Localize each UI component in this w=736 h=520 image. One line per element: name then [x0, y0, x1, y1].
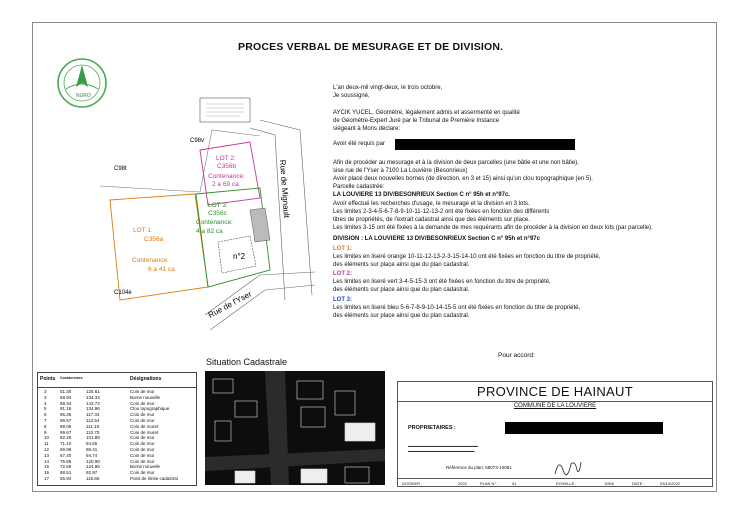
cell-coord-x: 55.94 [60, 476, 72, 481]
footer-date-value: 03/10/2022 [660, 481, 681, 486]
lot2-line-2: des éléments sur place ainsi que du plan cadastral. [333, 287, 470, 293]
plan-lot1-cont: Contenance: [132, 257, 169, 264]
cell-coord-y: 143.73 [86, 400, 100, 406]
footer-dossier-label: DOSSIER : [402, 481, 423, 486]
plan-lot1-area: 6 a 41 ca [148, 266, 175, 273]
cell-coord-x: 91.16 [60, 406, 72, 412]
cell-coord-x: 98.57 [60, 418, 72, 423]
request-label: Avoir été requis par [333, 141, 385, 147]
cadastral-map [205, 371, 385, 485]
plan-lot3-parcel: C356c [208, 210, 227, 217]
cell-coord-x: 69.99 [60, 447, 72, 452]
geometer-line-3: siégeant à Mons déclare: [333, 126, 401, 132]
plan-c98v: C98v [190, 138, 205, 144]
cell-point-number: 7 [44, 418, 47, 423]
cell-designation: Coin de mur [130, 418, 155, 423]
cell-point-number: 3 [44, 394, 47, 400]
plan-lot2-parcel: C356b [217, 163, 237, 170]
cell-point-number: 5 [44, 406, 47, 412]
cell-coord-x: 68.51 [60, 470, 72, 476]
plan-lot3-cont: Contenance: [196, 219, 233, 226]
cell-designation: Coin de muret [130, 429, 159, 435]
title-block [397, 381, 713, 487]
cell-point-number: 16 [44, 470, 50, 476]
surveyor-stamp-text-icon: ▬▬▬▬▬▬▬▬▬▬▬▬▬▬▬▬▬▬▬▬ [408, 444, 478, 448]
plan-lot3-area: 4 a 82 ca [196, 228, 223, 235]
footer-plan-label: PLAN N° : [480, 481, 499, 486]
document-title: PROCES VERBAL DE MESURAGE ET DE DIVISION. [238, 41, 504, 53]
cell-coord-y: 125.61 [86, 389, 100, 394]
cell-coord-y: 116.65 [86, 476, 100, 481]
seal-text: NURO [76, 93, 91, 99]
cell-coord-y: 96.41 [86, 447, 98, 452]
cell-designation: Coin de mur [130, 412, 155, 418]
lot3-line-1: Les limites en liseré bleu 5-6-7-8-9-10-14-15-5 ont été fixées en fonction du titre de propriété, [333, 305, 581, 311]
lot2-line-1: Les limites en liseré vert 3-4-5-15-3 ont été fixées en fonction du titre de propriété, [333, 279, 551, 285]
cell-coord-x: 82.26 [60, 435, 72, 441]
for-agreement: Pour accord: [498, 352, 535, 359]
cell-designation: Coin de mur [130, 452, 155, 458]
cell-coord-y: 101.89 [86, 435, 100, 441]
lot1-line-2: des éléments sur place ainsi que du plan cadastral. [333, 262, 470, 268]
cell-coord-x: 76.85 [60, 458, 72, 464]
cell-designation: Coin de mur [130, 458, 155, 464]
body-line-2: sise rue de l'Yser à 7100 La Louvière (Besonrieux) [333, 168, 468, 174]
cell-point-number: 11 [44, 441, 49, 447]
cell-coord-x: 72.59 [60, 464, 72, 470]
title-block-footer [398, 478, 712, 488]
table-header-coords: Coordonnées [60, 376, 83, 380]
cell-point-number: 9 [44, 429, 47, 435]
table-header-designation: Désignations [130, 376, 162, 382]
plan-reference: Référence du plan: 58073-10081 [446, 465, 512, 470]
cell-coord-y: 92.97 [86, 470, 98, 476]
cell-point-number: 2 [44, 389, 47, 394]
plan-lot3-name: LOT 3: [208, 202, 228, 209]
cell-coord-y: 120.98 [86, 458, 100, 464]
cell-designation: Coin de mur [130, 447, 155, 452]
cell-coord-y: 117.34 [86, 412, 100, 418]
cell-point-number: 17 [44, 476, 50, 481]
lot2-label: LOT 2: [333, 271, 352, 277]
cell-coord-x: 99.67 [60, 429, 72, 435]
cell-coord-x: 88.34 [60, 400, 72, 406]
body-line-1: Afin de procéder au mesurage et à la division de deux parcelles (une bâtie et une non bâtie), [333, 160, 579, 166]
plan-lot2-name: LOT 2: [216, 155, 236, 162]
signature-icon [553, 456, 583, 478]
parcel-line-1: Avoir effectué les recherches d'usage, le mesurage et la division en 3 lots. [333, 201, 530, 207]
plan-c98t: C98t [114, 166, 127, 172]
body-line-3: Avoir placé deux nouvelles bornes (de direction, en 3 et 15) ainsi qu'un clou topographique (en 5). [333, 176, 593, 182]
cell-coord-y: 134.33 [86, 394, 100, 400]
parcel-heading: LA LOUVIERE 13 DIV/BESONRIEUX Section C n° 95h et n°97c. [333, 192, 510, 198]
coordinates-table [37, 372, 197, 486]
cell-designation: Borne nouvelle [130, 394, 161, 400]
intro-line-1: L'an deux-mil vingt-deux, le trois octobre, [333, 85, 443, 91]
cell-point-number: 4 [44, 400, 47, 406]
cell-point-number: 6 [44, 412, 47, 418]
cell-coord-y: 94.74 [86, 452, 98, 458]
plan-house-number: n°2 [233, 252, 246, 261]
cell-coord-x: 99.05 [60, 423, 72, 429]
footer-date-label: DATE : [632, 481, 645, 486]
lot3-label: LOT 3: [333, 297, 352, 303]
province-name: PROVINCE DE HAINAUT [398, 382, 712, 402]
plan-c104e: C104e [114, 290, 132, 296]
plan-lot1-parcel: C356a [144, 236, 164, 243]
geometer-line-1: AYCIK YUCEL, Géomètre, légalement admis et assermenté en qualité [333, 110, 520, 116]
footer-scale-label: ECHELLE : [556, 481, 577, 486]
cell-designation: Coin de muret [130, 423, 159, 429]
cell-coord-y: 124.98 [86, 464, 100, 470]
cell-coord-y: 134.96 [86, 406, 100, 412]
cell-coord-x: 51.30 [60, 389, 72, 394]
cell-point-number: 10 [44, 435, 50, 441]
lot3-line-2: des éléments sur place ainsi que du plan cadastral. [333, 313, 470, 319]
redacted-requester [395, 139, 575, 150]
plan-lot2-cont: Contenance: [208, 173, 245, 180]
footer-dossier-value: 2022 [458, 481, 467, 486]
surveyor-stamp-text-icon-2: ▬▬▬▬▬▬▬▬▬▬▬▬▬▬▬▬▬▬▬ [408, 449, 475, 453]
cell-designation: Point de limite cadastral [130, 476, 178, 481]
cell-coord-x: 71.10 [60, 441, 72, 447]
lot1-line-1: Les limites en liseré orange 10-11-12-13-2-3-15-14-10 ont été fixées en fonction du titre de propriété, [333, 254, 601, 260]
cell-coord-y: 112.54 [86, 418, 100, 423]
cell-point-number: 14 [44, 458, 50, 464]
cell-designation: Coin de mur [130, 389, 155, 394]
cell-coord-x: 96.35 [60, 412, 72, 418]
footer-scale-value: 1/500 [604, 481, 615, 486]
cell-designation: Coin de mur [130, 441, 155, 447]
cell-designation: Borne nouvelle [130, 464, 161, 470]
cell-coord-y: 111.19 [86, 423, 100, 429]
cell-designation: Coin de mur [130, 435, 155, 441]
table-header-points: Points [40, 376, 56, 382]
cell-point-number: 13 [44, 452, 50, 458]
cell-coord-x: 67.40 [60, 452, 72, 458]
owners-label: PROPRIETAIRES : [408, 425, 456, 431]
plan-lot1-name: LOT 1: [133, 227, 153, 234]
table-row [38, 476, 196, 482]
cell-point-number: 8 [44, 423, 47, 429]
survey-plan [100, 90, 325, 330]
redacted-owners [505, 422, 663, 434]
table-header [38, 373, 196, 388]
footer-plan-value: 01 [512, 481, 517, 486]
cell-designation: Coin de mur [130, 470, 155, 476]
cell-designation: Coin de mur [130, 400, 155, 406]
body-line-4: Parcelle cadastrée: [333, 184, 385, 190]
parcel-line-4: Les limites 3-15 ont été fixées à la demande de mes requérants afin de procéder à la division en deux lots (par parcelle). [333, 225, 653, 231]
commune-name: COMMUNE DE LA LOUVIERE [513, 403, 597, 409]
cell-coord-y: 94.65 [86, 441, 98, 447]
lot1-label: LOT 1: [333, 246, 352, 252]
plan-street-mignault: Rue de Mignault [278, 159, 292, 219]
parcel-line-3: titres de propriétés, de l'extrait cadastral ainsi que des éléments sur place. [333, 217, 530, 223]
cell-designation: Clou topographique [130, 406, 170, 412]
plan-lot2-area: 2 a 69 ca [212, 181, 239, 188]
geometer-line-2: de Géomètre-Expert Juré par le Tribunal de Première Instance [333, 118, 500, 124]
cell-point-number: 15 [44, 464, 50, 470]
cell-coord-x: 68.94 [60, 394, 72, 400]
parcel-line-2: Les limites 2-3-4-5-6-7-8-9-10-11-12-13-2 ont été fixées en fonction des différents [333, 209, 550, 215]
plan-street-yser: Rue de l'Yser [206, 289, 254, 320]
division-heading: DIVISION : LA LOUVIERE 13 DIV/BESONRIEUX Section C n° 95h et n°97c [333, 236, 540, 242]
intro-line-2: Je soussigné, [333, 93, 370, 99]
cell-point-number: 12 [44, 447, 50, 452]
cell-coord-y: 110.70 [86, 429, 100, 435]
situation-title: Situation Cadastrale [206, 357, 288, 367]
